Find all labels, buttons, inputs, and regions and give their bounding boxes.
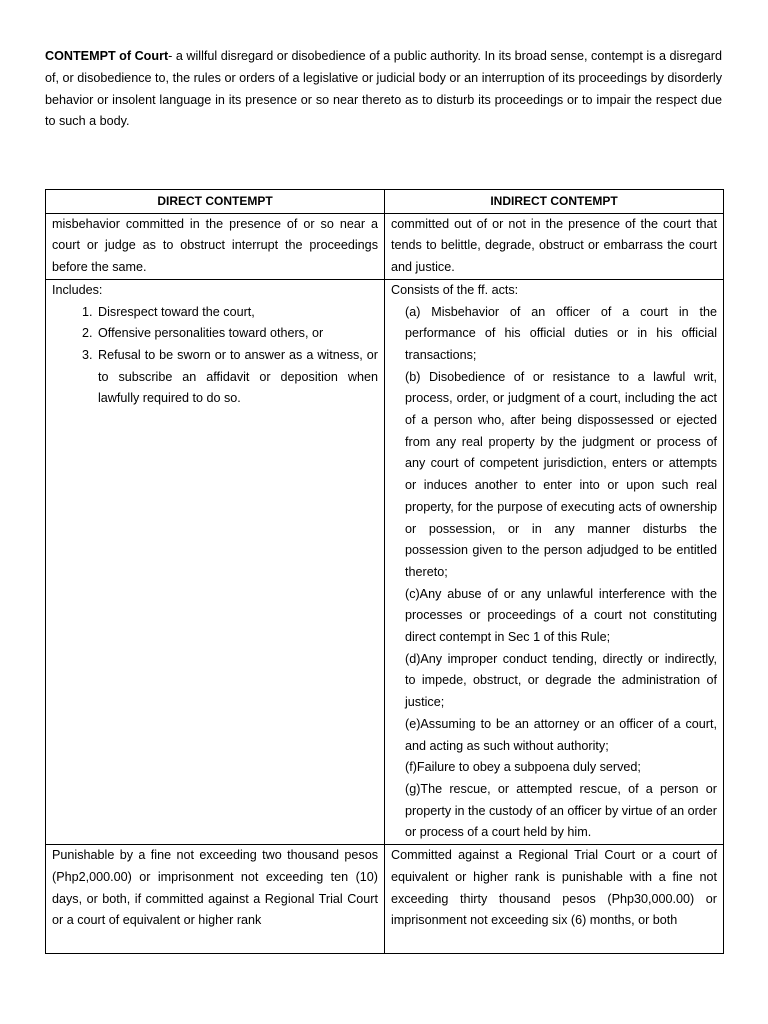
table-row-penalty [46, 845, 724, 954]
table-row-acts [46, 279, 724, 844]
direct-penalty-cell: Punishable by a fine not exceeding two thousand pesos (Php2,000.00) or imprisonment not exceeding ten (10) days, or both, if committed against a Regional Trial Court or a court of equivalent or higher rank [46, 845, 385, 954]
direct-acts-label: Includes: [52, 282, 103, 297]
direct-acts-cell [46, 279, 385, 844]
list-item: (d)Any improper conduct tending, directly or indirectly, to impede, obstruct, or degrade the administration of justice; [405, 651, 717, 710]
header-indirect-contempt: INDIRECT CONTEMPT [385, 190, 724, 214]
direct-acts-list [52, 302, 378, 411]
table-row-definition [46, 213, 724, 279]
direct-definition-cell: misbehavior committed in the presence of or so near a court or judge as to obstruct interrupt the proceedings before the same. [46, 213, 385, 279]
header-direct-contempt: DIRECT CONTEMPT [46, 190, 385, 214]
list-item: 2. Offensive personalities toward others, or [96, 323, 378, 345]
list-item: 3. Refusal to be sworn or to answer as a witness, or to subscribe an affidavit or deposition when lawfully required to do so. [96, 345, 378, 410]
list-item: (e)Assuming to be an attorney or an officer of a court, and acting as such without authority; [405, 716, 717, 753]
list-item: (a) Misbehavior of an officer of a court in the performance of his official duties or in his official transactions; [405, 304, 717, 362]
indirect-penalty-cell: Committed against a Regional Trial Court or a court of equivalent or higher rank is punishable with a fine not exceeding thirty thousand pesos (Php30,000.00) or imprisonment not exceeding six (6) months, or both [385, 845, 724, 954]
intro-text: - a willful disregard or disobedience of a public authority. In its broad sense, contempt is a disregard of, or disobedience to, the rules or orders of a legislative or judicial body or an interruption of its proceedings by disorderly behavior or insolent language in its presence or so near thereto as to disturb its proceedings or to impair the respect due to such a body. [45, 49, 722, 129]
list-item: (f)Failure to obey a subpoena duly served; [405, 760, 641, 775]
contempt-comparison-table [45, 189, 724, 954]
indirect-acts-label: Consists of the ff. acts: [391, 282, 519, 297]
table-header-row [46, 190, 724, 214]
list-item: (b) Disobedience of or resistance to a lawful writ, process, order, or judgment of a court, including the act of a person who, after being dispossessed or ejected from any real property by the judgment or process of any court of competent jurisdiction, enters or attempts or induces another to enter into or upon such real property, for the purpose of executing acts of ownership or possession, or in any manner disturbs the possession given to the person adjudged to be entitled thereto; [405, 369, 717, 579]
indirect-definition-cell: committed out of or not in the presence of the court that tends to belittle, degrade, obstruct or embarrass the court and justice. [385, 213, 724, 279]
indirect-acts-cell [385, 279, 724, 844]
list-item: (c)Any abuse of or any unlawful interference with the processes or proceedings of a court not constituting direct contempt in Sec 1 of this Rule; [405, 586, 717, 645]
intro-paragraph [45, 46, 722, 133]
intro-term: CONTEMPT of Court [45, 49, 169, 63]
list-item: 1. Disrespect toward the court, [96, 302, 378, 324]
list-item: (g)The rescue, or attempted rescue, of a person or property in the custody of an officer by virtue of an order or process of a court held by him. [405, 781, 717, 840]
